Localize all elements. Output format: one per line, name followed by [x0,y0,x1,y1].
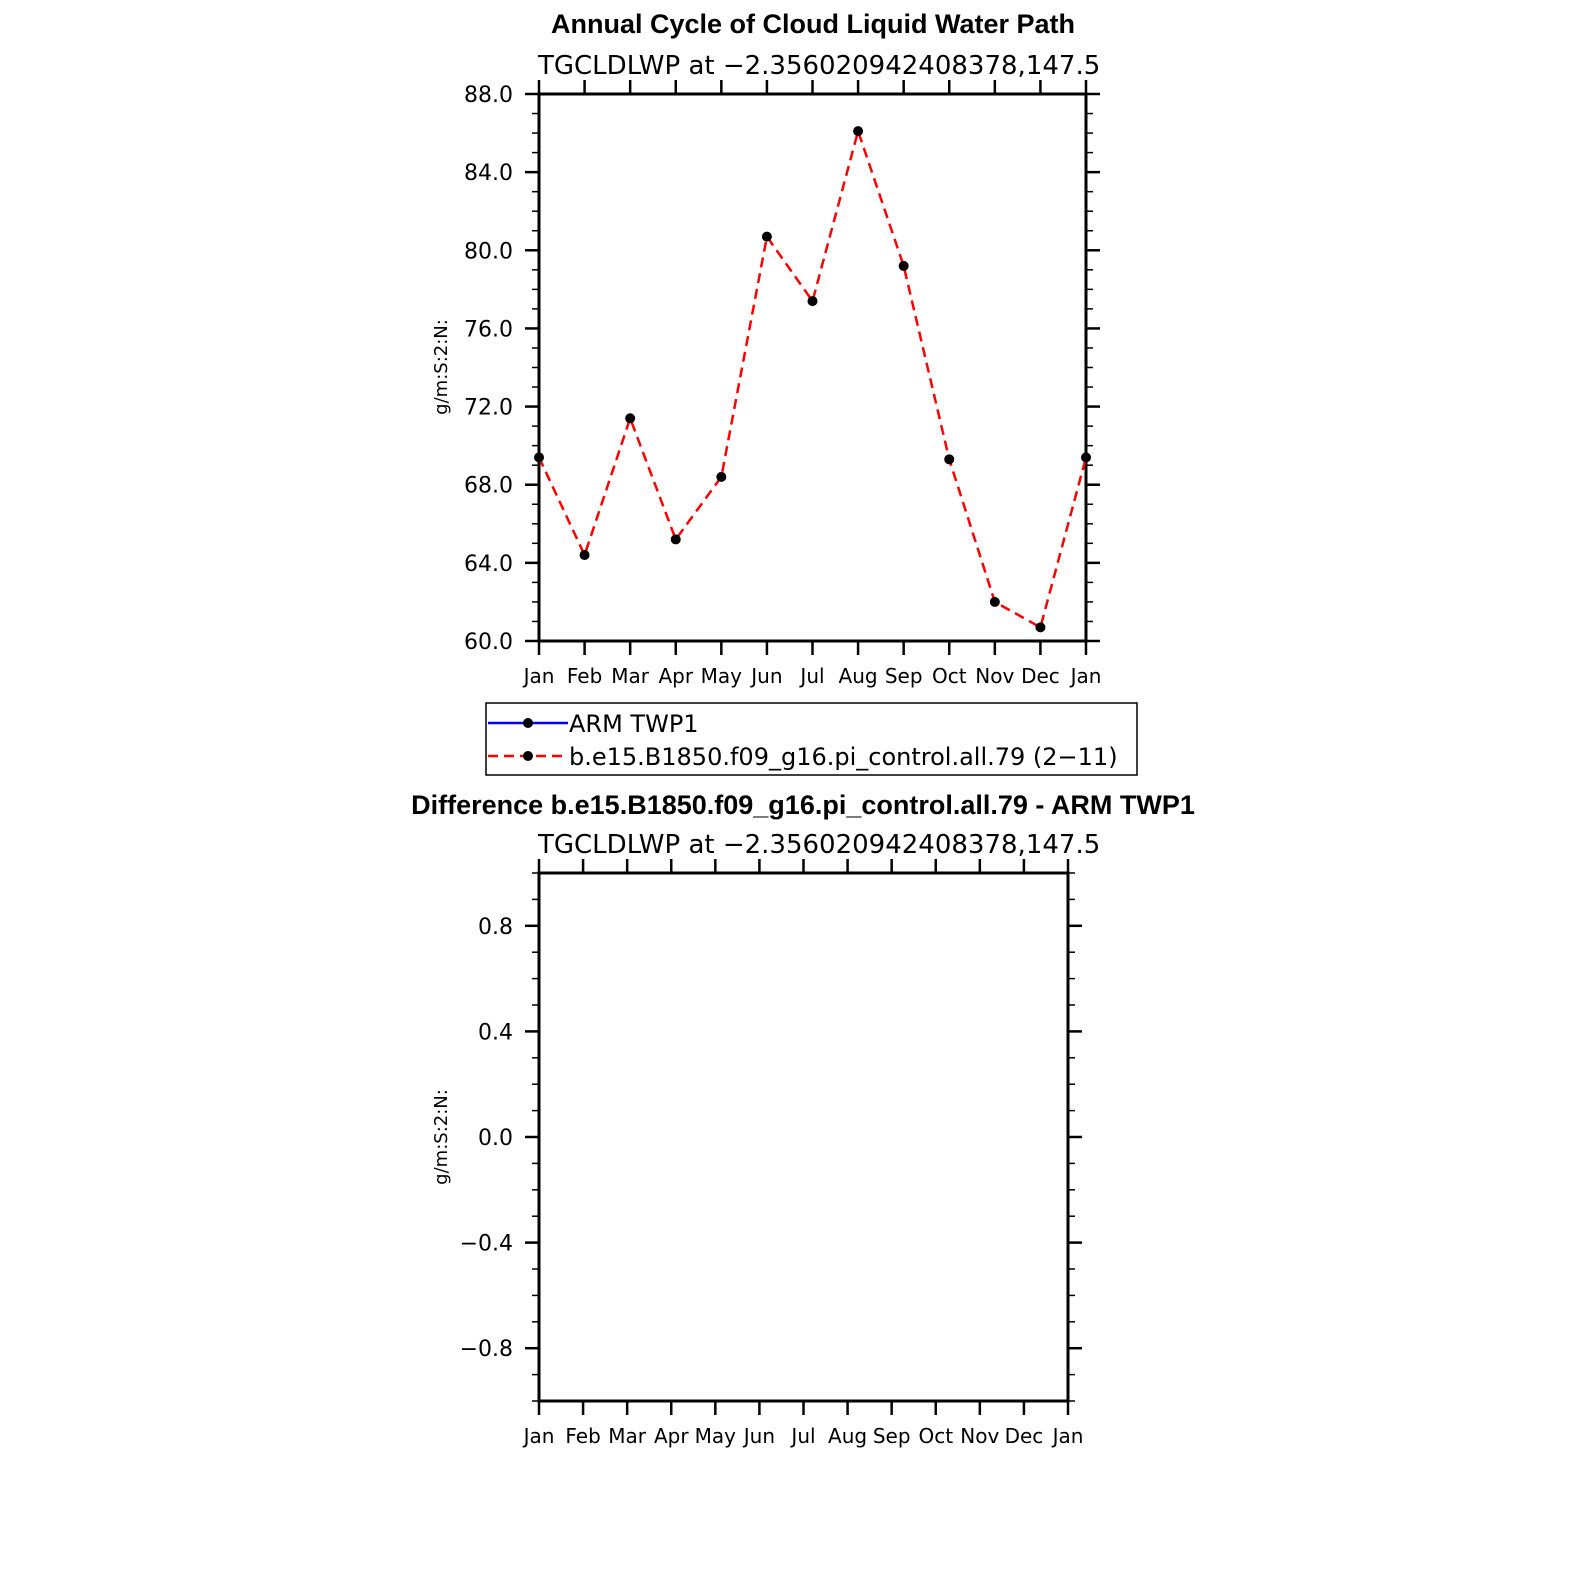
legend [486,703,1137,775]
data-point [762,232,772,242]
x-tick-label: Apr [653,1424,689,1448]
top-series [534,126,1091,632]
x-tick-label: Jun [751,664,783,688]
y-tick-label: 64.0 [464,551,513,577]
plot-frame [539,94,1086,641]
y-tick-label: 0.4 [478,1020,513,1046]
diff-y-axis-label: g/m:S:2:N: [431,1089,452,1185]
x-tick-label: Aug [838,664,878,688]
diff-axes [460,859,1084,1448]
x-tick-label: Jan [523,1424,555,1448]
data-point [853,126,863,136]
y-tick-label: 68.0 [464,473,513,499]
legend-marker-model [523,751,533,761]
data-point [534,452,544,462]
difference-chart [411,790,1195,1448]
x-tick-label: Oct [931,664,967,688]
annual-cycle-chart [431,9,1101,688]
y-tick-label: −0.4 [459,1231,513,1257]
x-tick-label: Dec [1021,664,1060,688]
legend-label-arm: ARM TWP1 [569,710,699,738]
data-point [944,454,954,464]
x-tick-label: Sep [884,664,923,688]
data-point [899,261,909,271]
data-point [671,534,681,544]
x-tick-label: Jan [1052,1424,1084,1448]
y-tick-label: 88.0 [464,83,513,108]
y-tick-label: 60.0 [464,630,513,655]
y-axis-label: g/m:S:2:N: [431,319,452,415]
y-tick-label: −0.8 [459,1337,513,1363]
x-tick-label: May [694,1424,737,1448]
y-tick-label: 72.0 [464,395,513,421]
diff-chart-subtitle: TGCLDLWP at −2.356020942408378,147.5 [538,830,1101,860]
x-tick-label: Dec [1004,1424,1044,1448]
y-tick-label: 84.0 [464,161,513,187]
data-point [1081,452,1091,462]
data-point [990,597,1000,607]
x-tick-label: Jun [743,1424,776,1448]
x-tick-label: Apr [658,664,694,688]
data-point [625,413,635,423]
top-axes [464,80,1101,688]
x-tick-label: Sep [872,1424,911,1448]
data-point [580,550,590,560]
data-point [1035,622,1045,632]
x-tick-label: Nov [975,664,1015,688]
data-point [716,472,726,482]
y-tick-label: 76.0 [464,317,513,343]
x-tick-label: May [700,664,743,688]
y-tick-label: 0.0 [478,1126,513,1151]
data-point [808,296,818,306]
y-tick-label: 0.8 [478,914,513,940]
chart-title: Annual Cycle of Cloud Liquid Water Path [550,9,1076,39]
diff-chart-title: Difference b.e15.B1850.f09_g16.pi_control.all.79 - ARM TWP1 [411,790,1195,820]
x-tick-label: Jan [1070,664,1102,688]
legend-marker-arm [523,718,533,728]
x-tick-label: Feb [566,664,603,688]
x-tick-label: Mar [608,1424,647,1448]
x-tick-label: Jul [800,664,825,688]
x-tick-label: Jan [523,664,555,688]
x-tick-label: Oct [918,1424,954,1448]
x-tick-label: Mar [611,664,650,688]
x-tick-label: Jul [791,1424,816,1448]
series-line [539,131,1086,627]
chart-subtitle: TGCLDLWP at −2.356020942408378,147.5 [538,51,1101,81]
legend-label-model: b.e15.B1850.f09_g16.pi_control.all.79 (2−11) [569,743,1118,771]
x-tick-label: Aug [828,1424,868,1448]
x-tick-label: Feb [565,1424,601,1448]
x-tick-label: Nov [960,1424,1000,1448]
plot-frame [539,873,1068,1401]
y-tick-label: 80.0 [464,239,513,265]
